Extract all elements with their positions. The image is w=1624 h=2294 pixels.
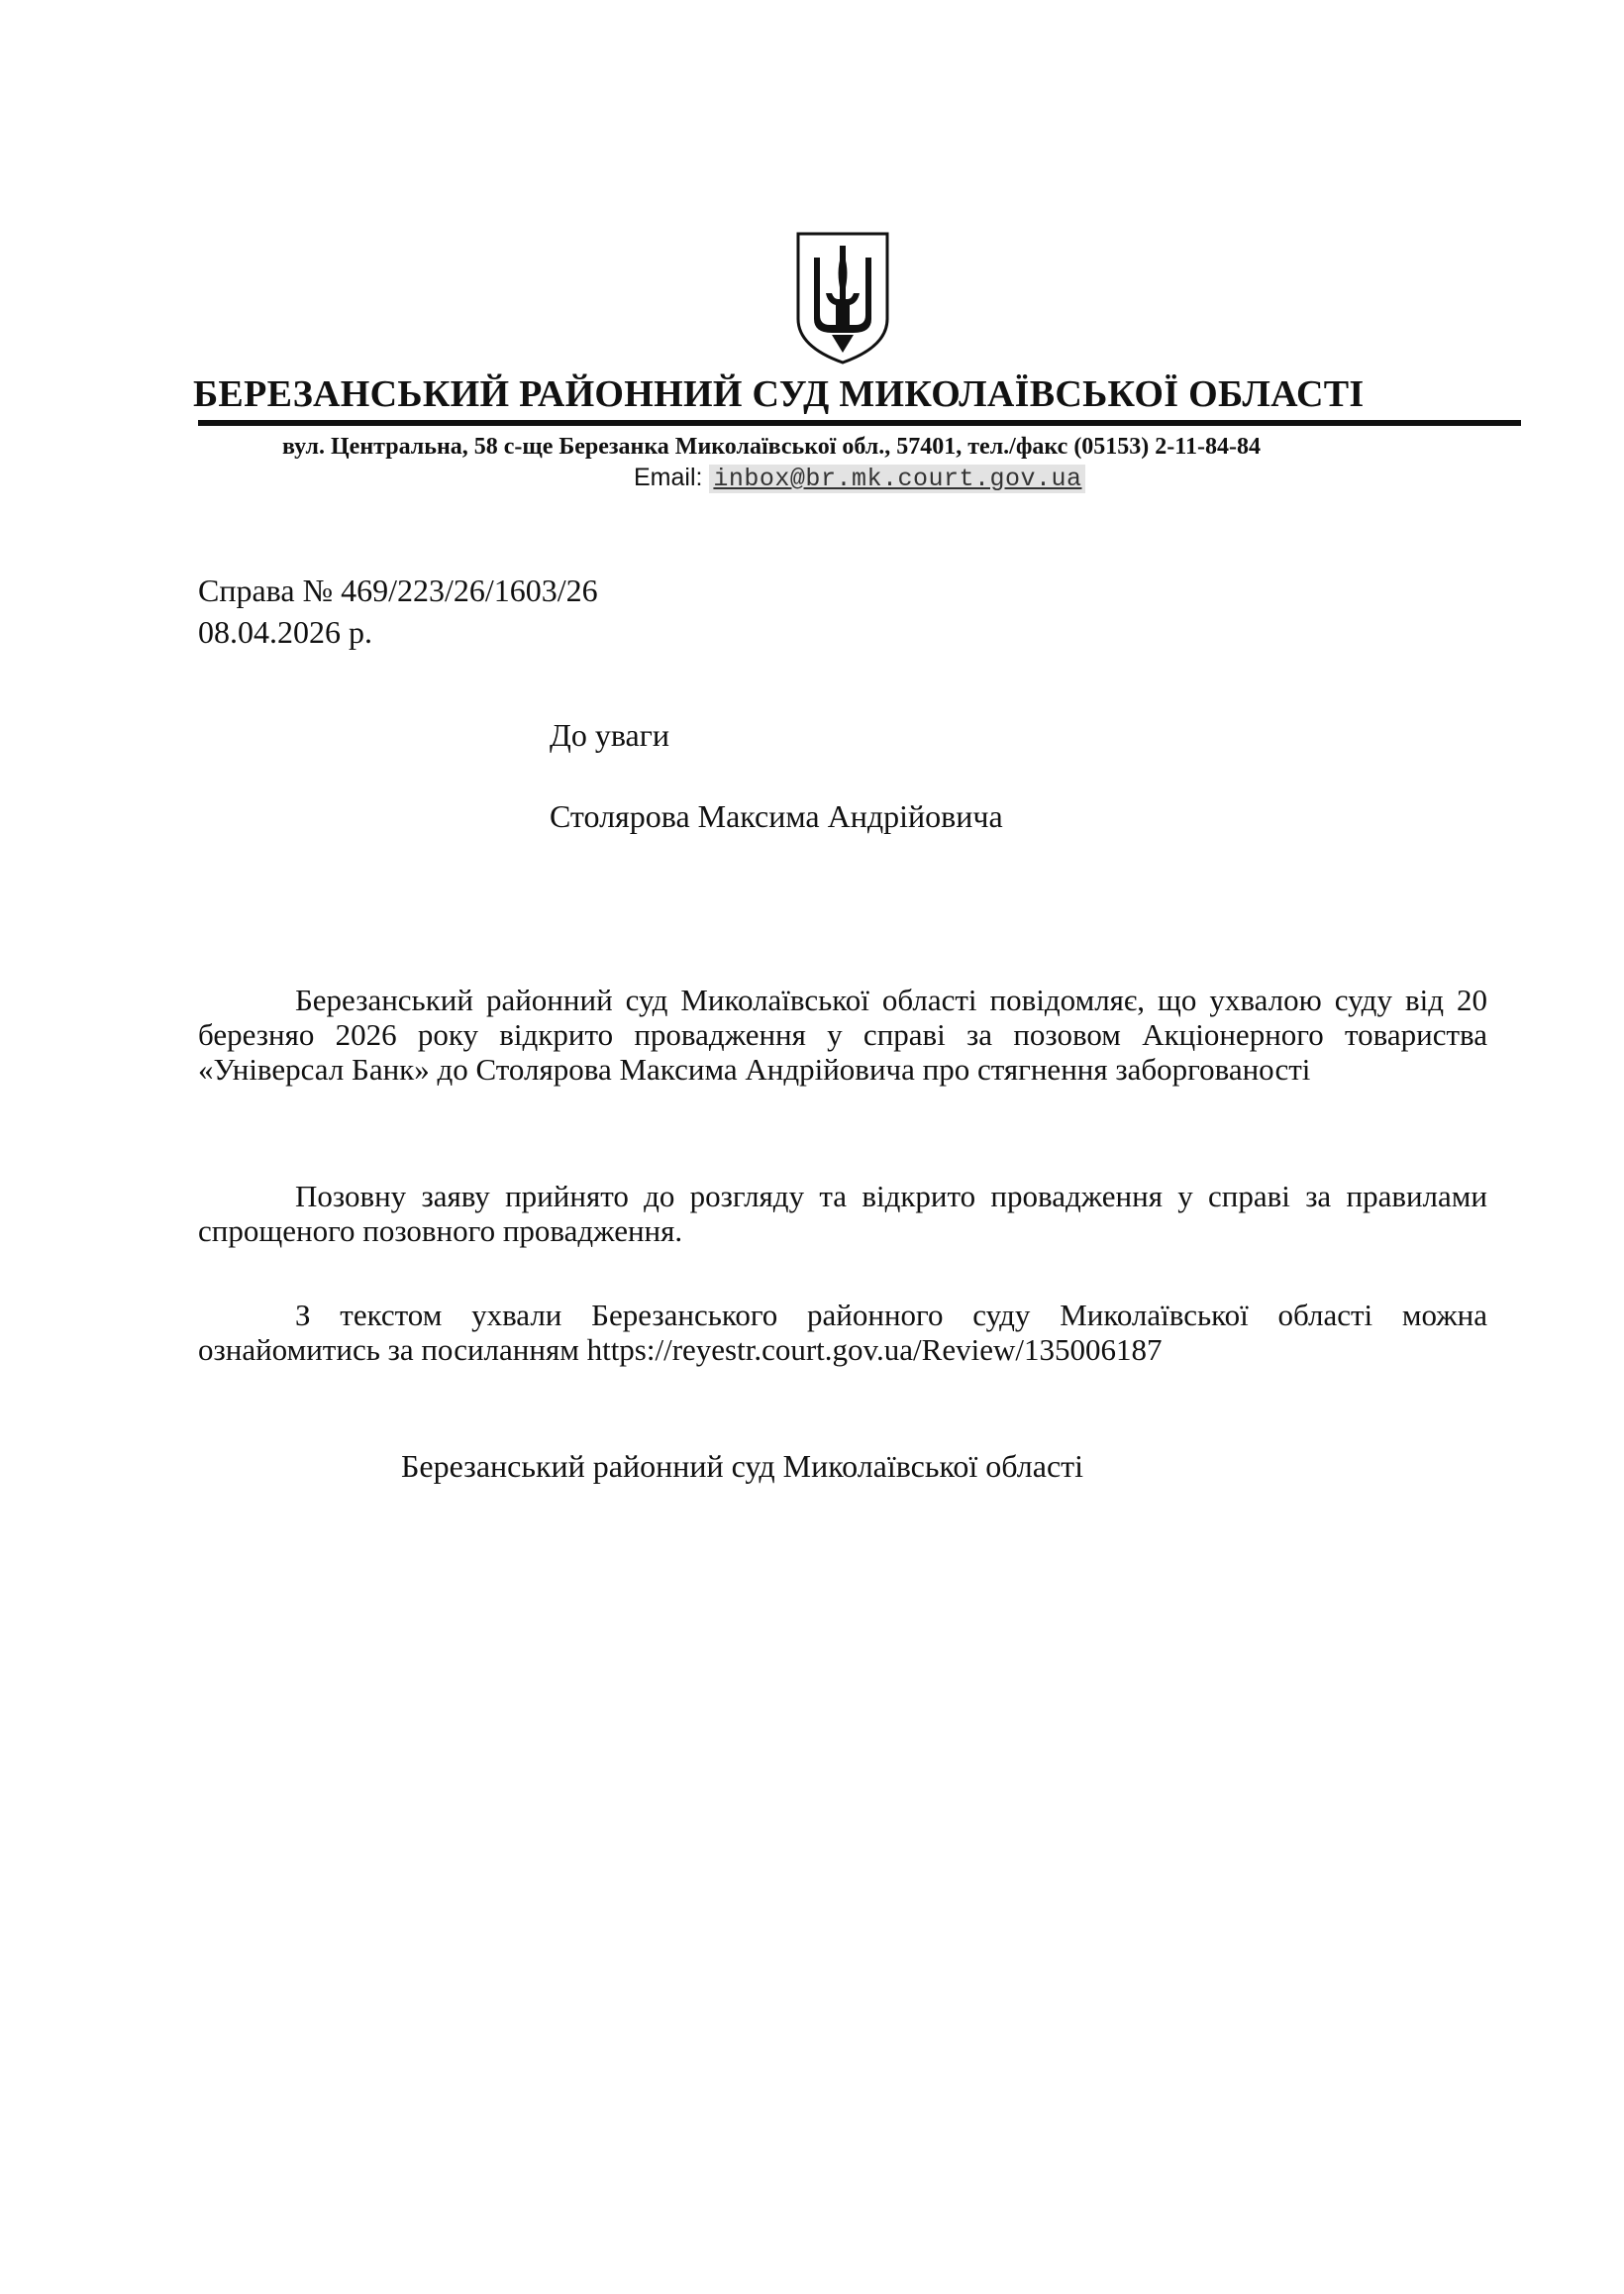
case-date: 08.04.2026 р. bbox=[198, 614, 372, 650]
letterhead-divider bbox=[198, 420, 1521, 426]
email-link[interactable]: inbox@br.mk.court.gov.ua bbox=[709, 465, 1085, 493]
email-line bbox=[634, 462, 1085, 495]
notice-paragraph-1: Березанський районний суд Миколаївської області повідомляє, що ухвалою суду від 20 березняо 2026 року відкрито провадження у справі за позовом Акціонерного товариства «Універсал Банк» до Столярова Максима Андрійовича про стягнення заборгованості bbox=[198, 983, 1487, 1087]
notice-paragraph-2: Позовну заяву прийнято до розгляду та відкрито провадження у справі за правилами спрощеного позовного провадження. bbox=[198, 1179, 1487, 1248]
addressee-name: Столярова Максима Андрійовича bbox=[550, 798, 1003, 834]
notice-paragraph-3: З текстом ухвали Березанського районного суду Миколаївської області можна ознайомитись за посиланням https://reyestr.court.gov.ua/Review/135006187 bbox=[198, 1298, 1487, 1367]
attention-label: До уваги bbox=[550, 717, 669, 753]
trident-emblem-icon bbox=[792, 228, 893, 366]
signature-line: Березанський районний суд Миколаївської області bbox=[401, 1448, 1084, 1484]
court-name-heading: БЕРЕЗАНСЬКИЙ РАЙОННИЙ СУД МИКОЛАЇВСЬКОЇ ОБЛАСТІ bbox=[193, 373, 1365, 415]
court-address: вул. Центральна, 58 с-ще Березанка Миколаївської обл., 57401, тел./факс (05153) 2-11-84-84 bbox=[282, 434, 1261, 460]
case-number: Справа № 469/223/26/1603/26 bbox=[198, 573, 598, 608]
email-label: Email: bbox=[634, 464, 703, 491]
